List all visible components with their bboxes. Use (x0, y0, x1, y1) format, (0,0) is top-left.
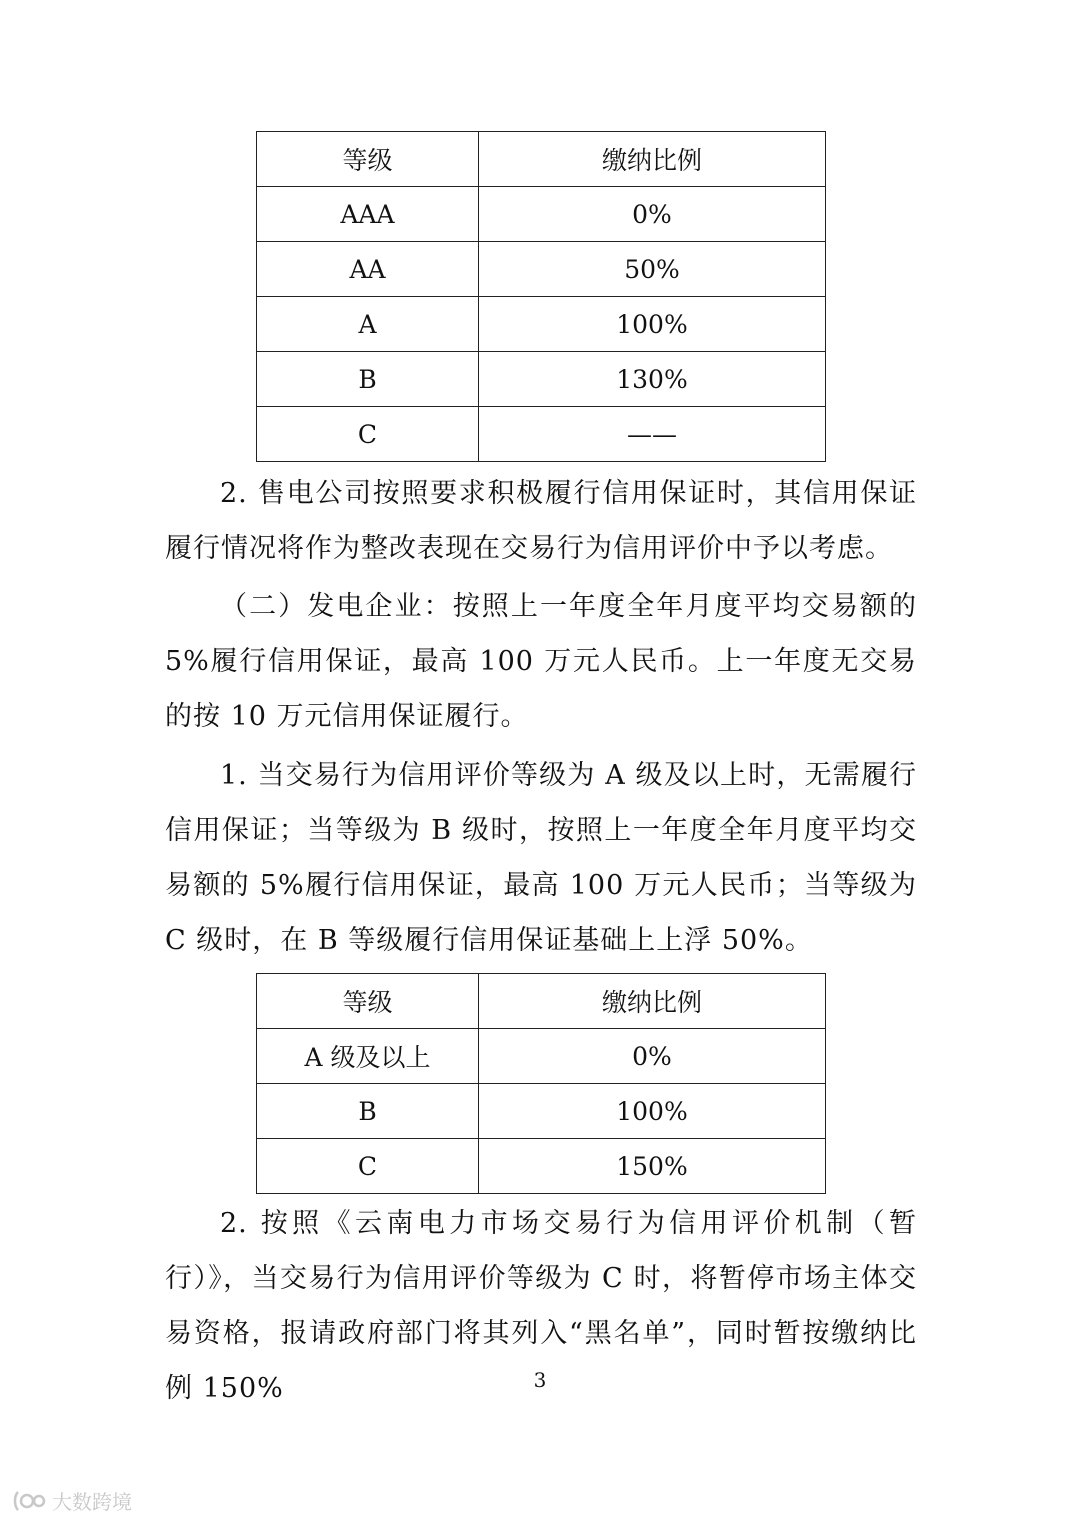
paragraph-generation-enterprise: （二）发电企业：按照上一年度全年月度平均交易额的5%履行信用保证，最高 100 万元人民币。上一年度无交易的按 10 万元信用保证履行。 (165, 591, 917, 732)
table-row (257, 1029, 826, 1084)
header-ratio: 缴纳比例 (479, 132, 826, 187)
table-row (257, 407, 826, 462)
grade-cell: B (257, 1084, 479, 1139)
table-header-row (257, 974, 826, 1029)
watermark (12, 1486, 132, 1515)
table-row (257, 352, 826, 407)
grade-cell: AA (257, 242, 479, 297)
ratio-cell: —— (479, 407, 826, 462)
header-grade: 等级 (257, 974, 479, 1029)
paragraph-credit-grade-rules: 1. 当交易行为信用评价等级为 A 级及以上时，无需履行信用保证；当等级为 B 级时，按照上一年度全年月度平均交易额的 5%履行信用保证，最高 100 万元人民币；当等级为 C 级时，在 B 等级履行信用保证基础上上浮 50%。 (165, 760, 917, 956)
grade-cell: B (257, 352, 479, 407)
grade-cell: C (257, 1139, 479, 1194)
page-number: 3 (533, 1368, 547, 1392)
table-row (257, 1139, 826, 1194)
table-row (257, 297, 826, 352)
header-grade: 等级 (257, 132, 479, 187)
grade-cell: A 级及以上 (257, 1029, 479, 1084)
watermark-text: 大数跨境 (52, 1490, 132, 1514)
ratio-cell: 50% (479, 242, 826, 297)
watermark-logo-icon (12, 1488, 46, 1514)
header-ratio: 缴纳比例 (479, 974, 826, 1029)
ratio-cell: 100% (479, 1084, 826, 1139)
grade-ratio-table-2 (256, 973, 826, 1194)
ratio-cell: 150% (479, 1139, 826, 1194)
ratio-cell: 100% (479, 297, 826, 352)
paragraph-retail-company-compliance: 2. 售电公司按照要求积极履行信用保证时，其信用保证履行情况将作为整改表现在交易行为信用评价中予以考虑。 (165, 478, 917, 564)
ratio-cell: 130% (479, 352, 826, 407)
table-row (257, 1084, 826, 1139)
ratio-cell: 0% (479, 1029, 826, 1084)
grade-cell: AAA (257, 187, 479, 242)
ratio-cell: 0% (479, 187, 826, 242)
table-header-row (257, 132, 826, 187)
grade-ratio-table-1 (256, 131, 826, 462)
table-row (257, 242, 826, 297)
paragraph-blacklist-rule: 2. 按照《云南电力市场交易行为信用评价机制（暂行）》，当交易行为信用评价等级为 C 时，将暂停市场主体交易资格，报请政府部门将其列入“黑名单”，同时暂按缴纳比例 150% (165, 1208, 917, 1404)
grade-cell: C (257, 407, 479, 462)
table-row (257, 187, 826, 242)
grade-cell: A (257, 297, 479, 352)
